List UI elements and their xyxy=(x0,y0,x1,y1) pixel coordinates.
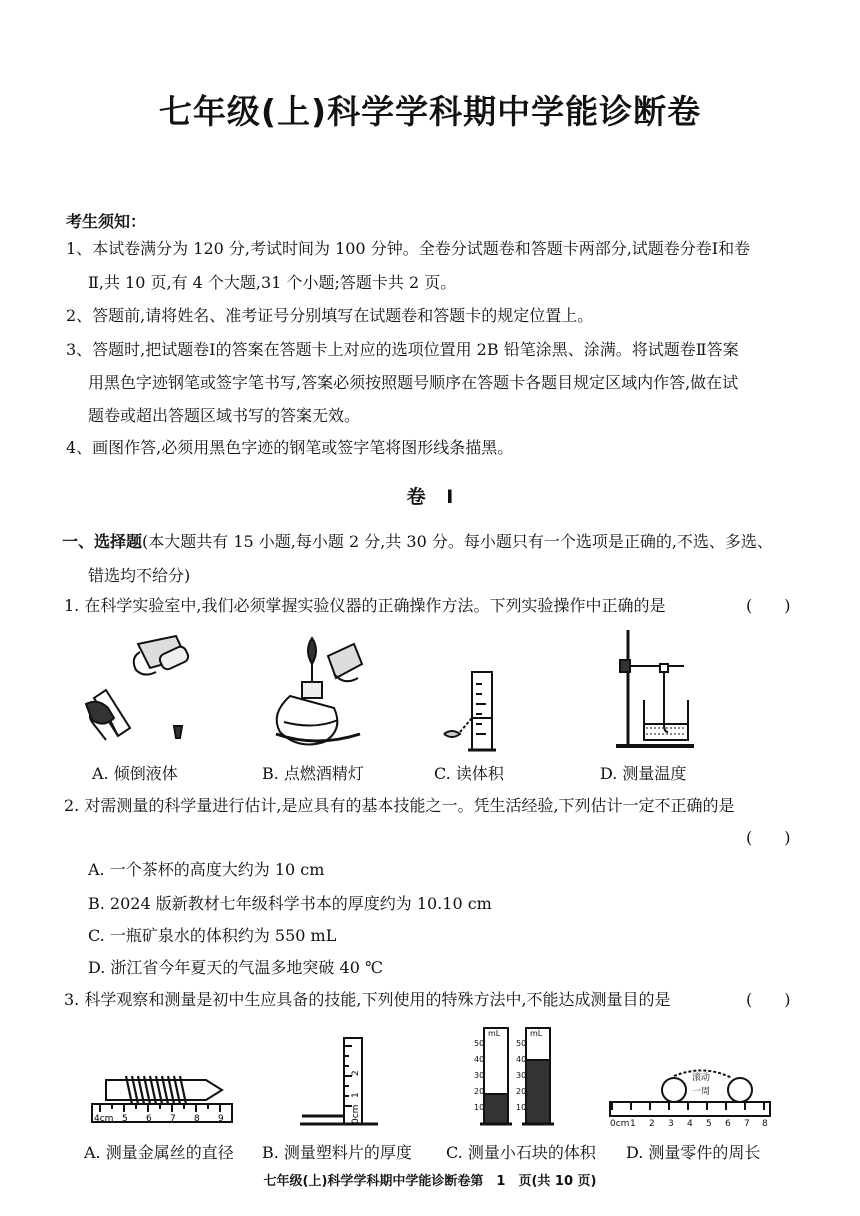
ruler-d-label-7: 7 xyxy=(744,1119,750,1129)
ruler-d-label-3: 3 xyxy=(668,1119,674,1129)
ruler-b-label-2: 2 xyxy=(351,1070,361,1076)
notice-line-6: 题卷或超出答题区域书写的答案无效。 xyxy=(88,406,361,425)
page-title: 七年级(上)科学学科期中学能诊断卷 xyxy=(158,92,702,131)
q3-figure-c xyxy=(472,1024,562,1132)
q3-caption-d: D. 测量零件的周长 xyxy=(626,1143,761,1162)
page-footer: 七年级(上)科学学科期中学能诊断卷第 1 页(共 10 页) xyxy=(263,1174,597,1189)
cyl-2-tick-30: 30 xyxy=(516,1071,527,1080)
ruler-d-label-4: 4 xyxy=(687,1119,693,1129)
q1-caption-d: D. 测量温度 xyxy=(600,764,687,783)
q2-answer-paren: ( ) xyxy=(746,828,791,847)
cyl-1-tick-50: 50 xyxy=(474,1039,485,1048)
ruler-b-label-1: 1 xyxy=(351,1092,361,1098)
notice-line-3: 2、答题前,请将姓名、准考证号分别填写在试题卷和答题卡的规定位置上。 xyxy=(66,306,594,325)
ruler-b-label-0: 0cm xyxy=(351,1104,361,1124)
q1-figure-d xyxy=(612,628,698,754)
cyl-2-unit: mL xyxy=(530,1029,543,1038)
notice-line-2: Ⅱ,共 10 页,有 4 个大题,31 个小题;答题卡共 2 页。 xyxy=(88,273,457,292)
ruler-d-label-0: 0cm xyxy=(610,1119,630,1129)
q1-caption-c: C. 读体积 xyxy=(434,764,504,783)
ruler-a-label-4: 8 xyxy=(194,1114,200,1124)
part-one-desc: (本大题共有 15 小题,每小题 2 分,共 30 分。每小题只有一个选项是正确的,不选、多选、 xyxy=(142,532,773,551)
notice-line-1: 1、本试卷满分为 120 分,考试时间为 100 分钟。全卷分试题卷和答题卡两部分,试题卷分卷Ⅰ和卷 xyxy=(66,239,751,258)
q1-answer-paren: ( ) xyxy=(746,596,791,615)
ruler-a-label-0: 4cm xyxy=(94,1114,114,1124)
q3-figure-d xyxy=(608,1060,772,1132)
q1-caption-a: A. 倾倒液体 xyxy=(92,764,178,783)
q1-caption-b: B. 点燃酒精灯 xyxy=(262,764,364,783)
part-one-line-2: 错选均不给分) xyxy=(88,566,191,585)
q3-caption-c: C. 测量小石块的体积 xyxy=(446,1143,596,1162)
part-one-label: 一、选择题 xyxy=(62,532,143,551)
ruler-d-label-2: 2 xyxy=(649,1119,655,1129)
notice-line-4: 3、答题时,把试题卷Ⅰ的答案在答题卡上对应的选项位置用 2B 铅笔涂黑、涂满。将试题卷Ⅱ答案 xyxy=(66,340,739,359)
cyl-2-tick-40: 40 xyxy=(516,1055,527,1064)
notice-heading: 考生须知： xyxy=(66,212,147,231)
q3-answer-paren: ( ) xyxy=(746,990,791,1009)
part-one-line-1 xyxy=(62,532,773,552)
q2-option-d: D. 浙江省今年夏天的气温多地突破 40 ℃ xyxy=(88,958,383,977)
q3-caption-b: B. 测量塑料片的厚度 xyxy=(262,1143,412,1162)
q2-option-a: A. 一个茶杯的高度大约为 10 cm xyxy=(88,860,325,879)
ruler-d-label-5: 5 xyxy=(706,1119,712,1129)
cyl-1-tick-40: 40 xyxy=(474,1055,485,1064)
q1-figure-b xyxy=(268,626,368,756)
notice-line-5: 用黑色字迹钢笔或签字笔书写,答案必须按照题号顺序在答题卡各题目规定区域内作答,做在试 xyxy=(88,373,739,392)
ruler-d-label-1: 1 xyxy=(630,1119,636,1129)
q2-stem: 2. 对需测量的科学量进行估计,是应具有的基本技能之一。凭生活经验,下列估计一定不正确的是 xyxy=(64,796,735,815)
ruler-a-label-2: 6 xyxy=(146,1114,152,1124)
section-title: 卷 Ⅰ xyxy=(406,486,454,508)
q1-figure-a xyxy=(78,628,208,758)
ruler-d-label-6: 6 xyxy=(725,1119,731,1129)
q1-stem: 1. 在科学实验室中,我们必须掌握实验仪器的正确操作方法。下列实验操作中正确的是 xyxy=(64,596,666,615)
cyl-1-tick-20: 20 xyxy=(474,1087,485,1096)
cyl-2-tick-50: 50 xyxy=(516,1039,527,1048)
q3-figure-a xyxy=(86,1060,236,1130)
cyl-1-tick-10: 10 xyxy=(474,1103,485,1112)
ruler-d-label-8: 8 xyxy=(762,1119,768,1129)
ruler-a-label-1: 5 xyxy=(122,1114,128,1124)
cyl-2-tick-10: 10 xyxy=(516,1103,527,1112)
cyl-2-tick-20: 20 xyxy=(516,1087,527,1096)
q1-figure-c xyxy=(438,670,508,760)
q3-stem: 3. 科学观察和测量是初中生应具备的技能,下列使用的特殊方法中,不能达成测量目的是 xyxy=(64,990,671,1009)
ruler-a-label-5: 9 xyxy=(218,1114,224,1124)
notice-line-7: 4、画图作答,必须用黑色字迹的钢笔或签字笔将图形线条描黑。 xyxy=(66,438,514,457)
q3-figure-b xyxy=(300,1036,380,1130)
roll-label-1: 滚动 xyxy=(692,1073,711,1083)
ruler-a-label-3: 7 xyxy=(170,1114,176,1124)
q2-option-b: B. 2024 版新教材七年级科学书本的厚度约为 10.10 cm xyxy=(88,894,492,913)
cyl-1-unit: mL xyxy=(488,1029,501,1038)
q2-option-c: C. 一瓶矿泉水的体积约为 550 mL xyxy=(88,926,337,945)
q3-caption-a: A. 测量金属丝的直径 xyxy=(84,1143,234,1162)
roll-label-2: 一周 xyxy=(692,1087,711,1097)
cyl-1-tick-30: 30 xyxy=(474,1071,485,1080)
